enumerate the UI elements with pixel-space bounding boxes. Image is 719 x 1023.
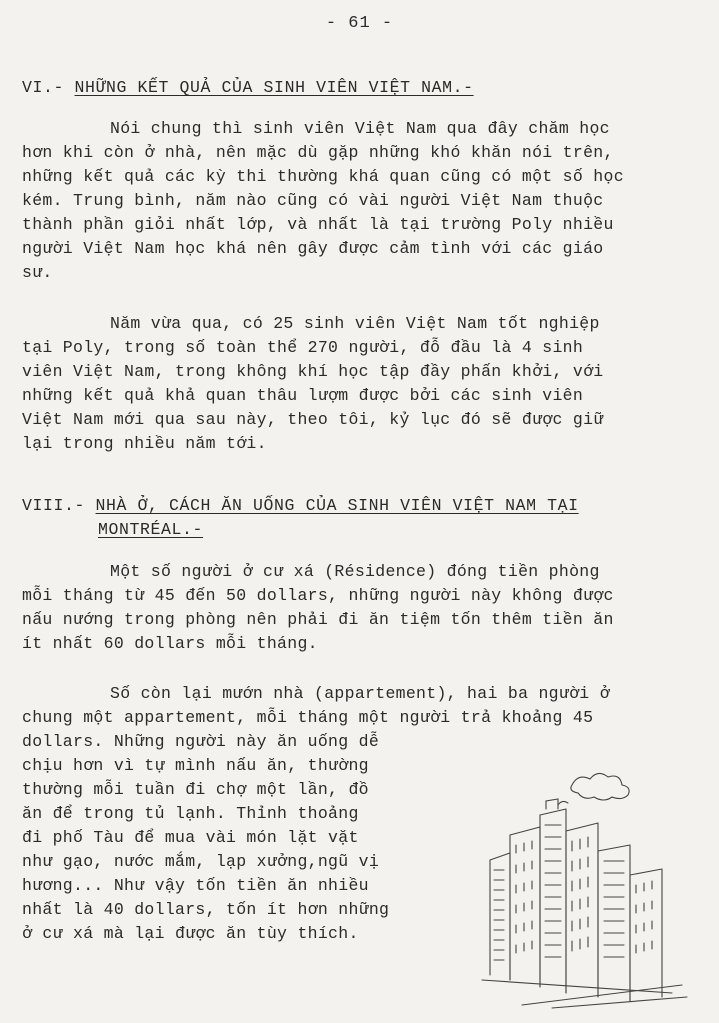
text-line: dollars. Những người này ăn uống dễ xyxy=(22,732,380,751)
text-line: Nói chung thì sinh viên Việt Nam qua đây chăm học xyxy=(110,119,610,138)
text-line: ăn để trong tủ lạnh. Thỉnh thoảng xyxy=(22,804,359,823)
city-skyline-illustration xyxy=(462,765,692,1010)
text-line: lại trong nhiều năm tới. xyxy=(22,434,267,453)
section-6-heading xyxy=(22,78,474,97)
text-line: ít nhất 60 dollars mỗi tháng. xyxy=(22,634,318,653)
text-line: những kết quả các kỳ thi thường khá quan cũng có một số học xyxy=(22,167,624,186)
text-line: người Việt Nam học khá nên gây được cảm tình với các giáo xyxy=(22,239,604,258)
text-line: Một số người ở cư xá (Résidence) đóng tiền phòng xyxy=(110,562,600,581)
section-6-title: NHỮNG KẾT QUẢ CỦA SINH VIÊN VIỆT NAM.- xyxy=(74,78,474,97)
text-line: hơn khi còn ở nhà, nên mặc dù gặp những khó khăn nói trên, xyxy=(22,143,614,162)
section-8-title-line-1: NHÀ Ở, CÁCH ĂN UỐNG CỦA SINH VIÊN VIỆT NAM TẠI xyxy=(95,496,579,515)
text-line: viên Việt Nam, trong không khí học tập đầy phấn khởi, với xyxy=(22,362,604,381)
text-line: Việt Nam mới qua sau này, theo tôi, kỷ lục đó sẽ được giữ xyxy=(22,410,604,429)
text-line: Năm vừa qua, có 25 sinh viên Việt Nam tốt nghiệp xyxy=(110,314,600,333)
section-8-heading-line-2 xyxy=(98,520,203,539)
section-8-title-line-2: MONTRÉAL.- xyxy=(98,520,204,539)
text-line: thường mỗi tuần đi chợ một lần, đồ xyxy=(22,780,369,799)
text-line: kém. Trung bình, năm nào cũng có vài người Việt Nam thuộc xyxy=(22,191,604,210)
text-line: như gạo, nước mắm, lạp xưởng,ngũ vị xyxy=(22,852,380,871)
text-line: đi phố Tàu để mua vài món lặt vặt xyxy=(22,828,359,847)
text-line: nhất là 40 dollars, tốn ít hơn những xyxy=(22,900,390,919)
text-line: tại Poly, trong số toàn thể 270 người, đỗ đầu là 4 sinh xyxy=(22,338,584,357)
text-line: Số còn lại mướn nhà (appartement), hai ba người ở xyxy=(110,684,610,703)
section-8-heading xyxy=(22,496,579,515)
text-line: sư. xyxy=(22,263,53,282)
text-line: chịu hơn vì tự mình nấu ăn, thường xyxy=(22,756,369,775)
text-line: thành phần giỏi nhất lớp, và nhất là tại trường Poly nhiều xyxy=(22,215,614,234)
text-line: những kết quả khả quan thâu lượm được bởi các sinh viên xyxy=(22,386,584,405)
text-line: mỗi tháng từ 45 đến 50 dollars, những người này không được xyxy=(22,586,614,605)
text-line: nấu nướng trong phòng nên phải đi ăn tiệm tốn thêm tiền ăn xyxy=(22,610,614,629)
section-6-number: VI.- xyxy=(22,78,65,97)
section-8-number: VIII.- xyxy=(22,496,86,515)
page-number: - 61 - xyxy=(325,14,394,33)
text-line: ở cư xá mà lại được ăn tùy thích. xyxy=(22,924,359,943)
text-line: chung một appartement, mỗi tháng một người trả khoảng 45 xyxy=(22,708,594,727)
text-line: hương... Như vậy tốn tiền ăn nhiều xyxy=(22,876,369,895)
